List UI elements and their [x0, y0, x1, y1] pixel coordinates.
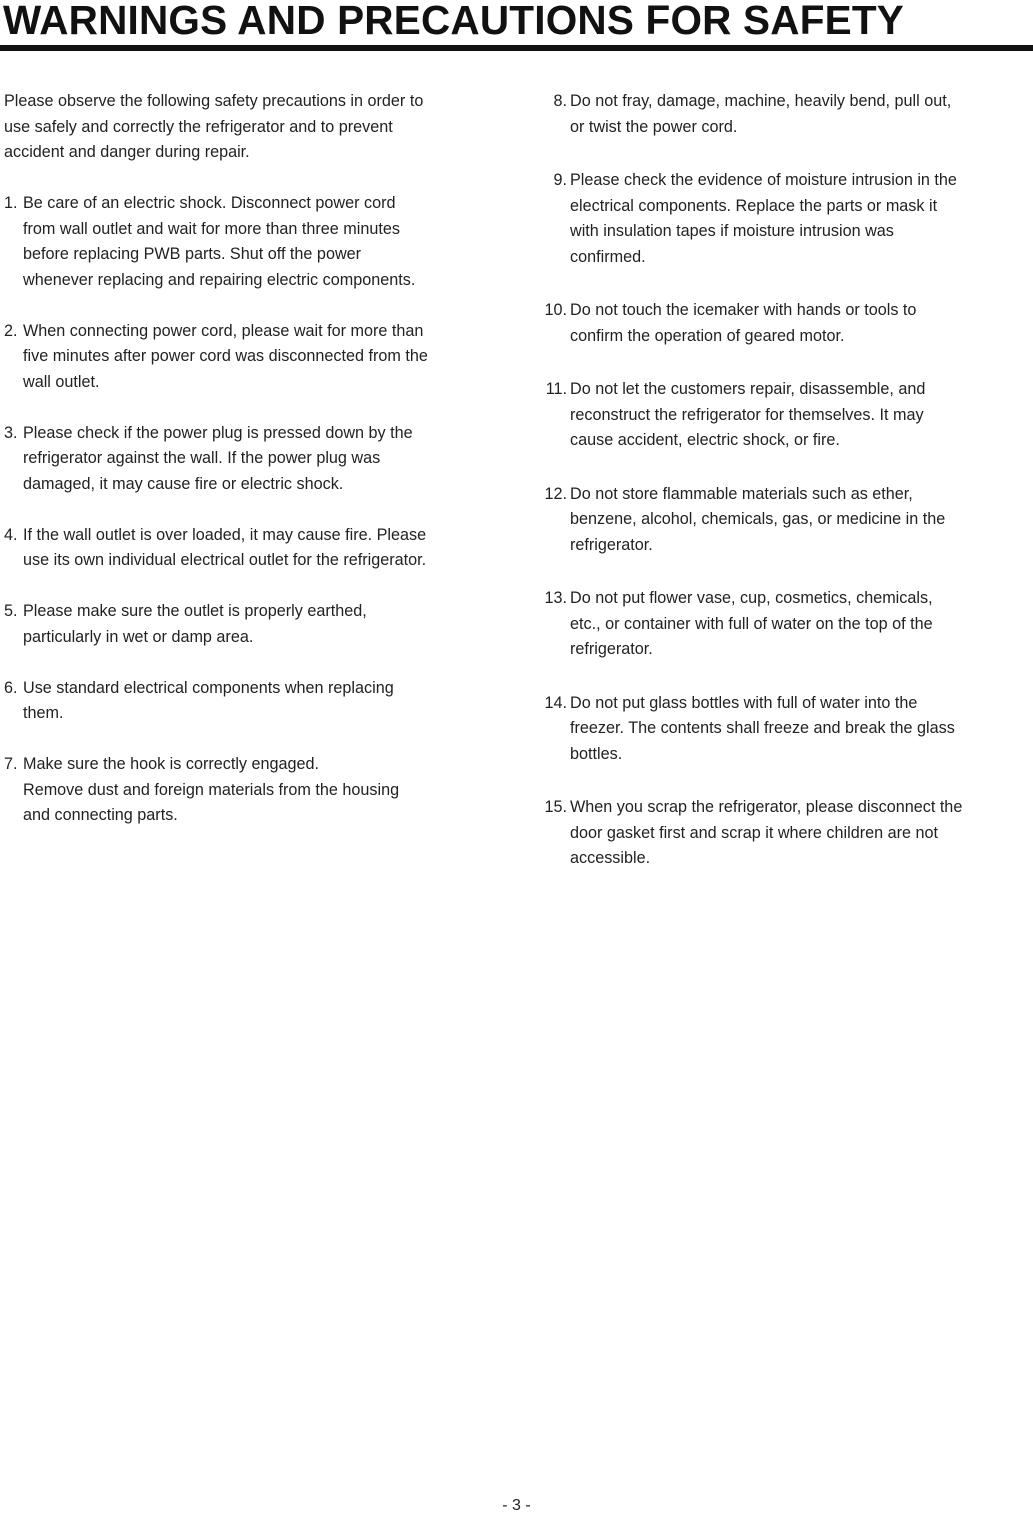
item-line: Please make sure the outlet is properly earthed, [23, 602, 367, 620]
precaution-item-8 [537, 89, 1033, 140]
item-line: reconstruct the refrigerator for themselves. It may [570, 405, 924, 424]
item-number: 3. [4, 423, 18, 442]
item-line: confirm the operation of geared motor. [570, 326, 845, 345]
item-line: When connecting power cord, please wait for more than [23, 321, 424, 340]
intro-line: Please observe the following safety precautions in order to [4, 92, 424, 110]
item-line: damaged, it may cause fire or electric shock. [23, 474, 344, 493]
precaution-item-14 [537, 691, 1033, 768]
precaution-item-2 [4, 319, 509, 396]
item-number: 12. [544, 484, 567, 503]
precaution-item-3 [4, 421, 509, 498]
item-line: them. [23, 704, 64, 722]
left-column [4, 89, 509, 829]
item-line: benzene, alcohol, chemicals, gas, or medicine in the [570, 510, 946, 528]
precaution-item-15 [537, 795, 1033, 872]
item-line: When you scrap the refrigerator, please disconnect the [570, 798, 963, 816]
item-number: 6. [4, 678, 18, 697]
title-rule [0, 45, 1033, 51]
item-line: refrigerator. [570, 535, 653, 554]
item-number: 8. [553, 92, 567, 110]
item-line: freezer. The contents shall freeze and break the glass [570, 719, 955, 737]
precaution-item-1 [4, 191, 509, 293]
item-number: 13. [544, 589, 567, 607]
item-line: five minutes after power cord was disconnected from the [23, 347, 428, 365]
item-line: Be care of an electric shock. Disconnect power cord [23, 194, 396, 212]
item-number: 7. [4, 755, 18, 773]
item-line: door gasket first and scrap it where children are not [570, 823, 939, 842]
item-line: bottles. [570, 744, 623, 763]
precaution-item-11 [537, 377, 1033, 454]
item-line: electrical components. Replace the parts or mask it [570, 196, 938, 215]
item-line: cause accident, electric shock, or fire. [570, 431, 840, 449]
item-number: 1. [4, 194, 18, 212]
item-number: 4. [4, 525, 18, 544]
item-number: 5. [4, 602, 18, 620]
item-line: refrigerator against the wall. If the power plug was [23, 449, 381, 467]
item-line: particularly in wet or damp area. [23, 627, 254, 646]
item-line: from wall outlet and wait for more than three minutes [23, 219, 400, 238]
precaution-item-10 [537, 298, 1033, 349]
item-line: whenever replacing and repairing electric components. [23, 270, 416, 289]
page-number: - 3 - [502, 1497, 531, 1514]
precaution-item-12 [537, 482, 1033, 559]
item-line: Do not let the customers repair, disassemble, and [570, 380, 926, 398]
item-line: Do not store flammable materials such as ether, [570, 484, 913, 503]
item-line: wall outlet. [23, 372, 100, 391]
item-line: Please check if the power plug is pressed down by the [23, 423, 413, 442]
precaution-item-6 [4, 676, 509, 727]
intro-line: use safely and correctly the refrigerator and to prevent [4, 117, 393, 136]
page-title: WARNINGS AND PRECAUTIONS FOR SAFETY [3, 0, 905, 43]
item-line: use its own individual electrical outlet for the refrigerator. [23, 551, 427, 569]
item-line: If the wall outlet is over loaded, it may cause fire. Please [23, 525, 427, 544]
precaution-item-4 [4, 523, 509, 574]
item-line: and connecting parts. [23, 806, 178, 824]
precaution-item-5 [4, 599, 509, 650]
precaution-item-7 [4, 752, 509, 829]
item-line: accessible. [570, 849, 651, 867]
item-line: refrigerator. [570, 640, 653, 658]
item-line: Do not put flower vase, cup, cosmetics, chemicals, [570, 589, 933, 607]
item-number: 10. [544, 301, 567, 319]
item-number: 9. [553, 171, 567, 189]
item-number: 2. [4, 321, 18, 340]
right-column [537, 89, 1033, 872]
precaution-item-13 [537, 586, 1033, 663]
item-line: confirmed. [570, 247, 646, 266]
item-line: Do not put glass bottles with full of water into the [570, 693, 918, 712]
item-line: Do not touch the icemaker with hands or tools to [570, 301, 917, 319]
item-line: Use standard electrical components when replacing [23, 678, 394, 697]
item-line: Do not fray, damage, machine, heavily bend, pull out, [570, 92, 952, 110]
item-line: Please check the evidence of moisture intrusion in the [570, 171, 957, 189]
item-number: 14. [544, 693, 567, 712]
item-line: Remove dust and foreign materials from the housing [23, 780, 400, 799]
item-line: before replacing PWB parts. Shut off the power [23, 245, 362, 263]
item-number: 15. [544, 798, 567, 816]
intro-paragraph [4, 89, 509, 166]
item-line: with insulation tapes if moisture intrusion was [570, 222, 894, 240]
item-line: Make sure the hook is correctly engaged. [23, 755, 320, 773]
item-line: or twist the power cord. [570, 117, 738, 136]
precaution-item-9 [537, 168, 1033, 270]
item-line: etc., or container with full of water on the top of the [570, 614, 933, 633]
intro-line: accident and danger during repair. [4, 143, 250, 161]
item-number: 11. [545, 380, 567, 398]
